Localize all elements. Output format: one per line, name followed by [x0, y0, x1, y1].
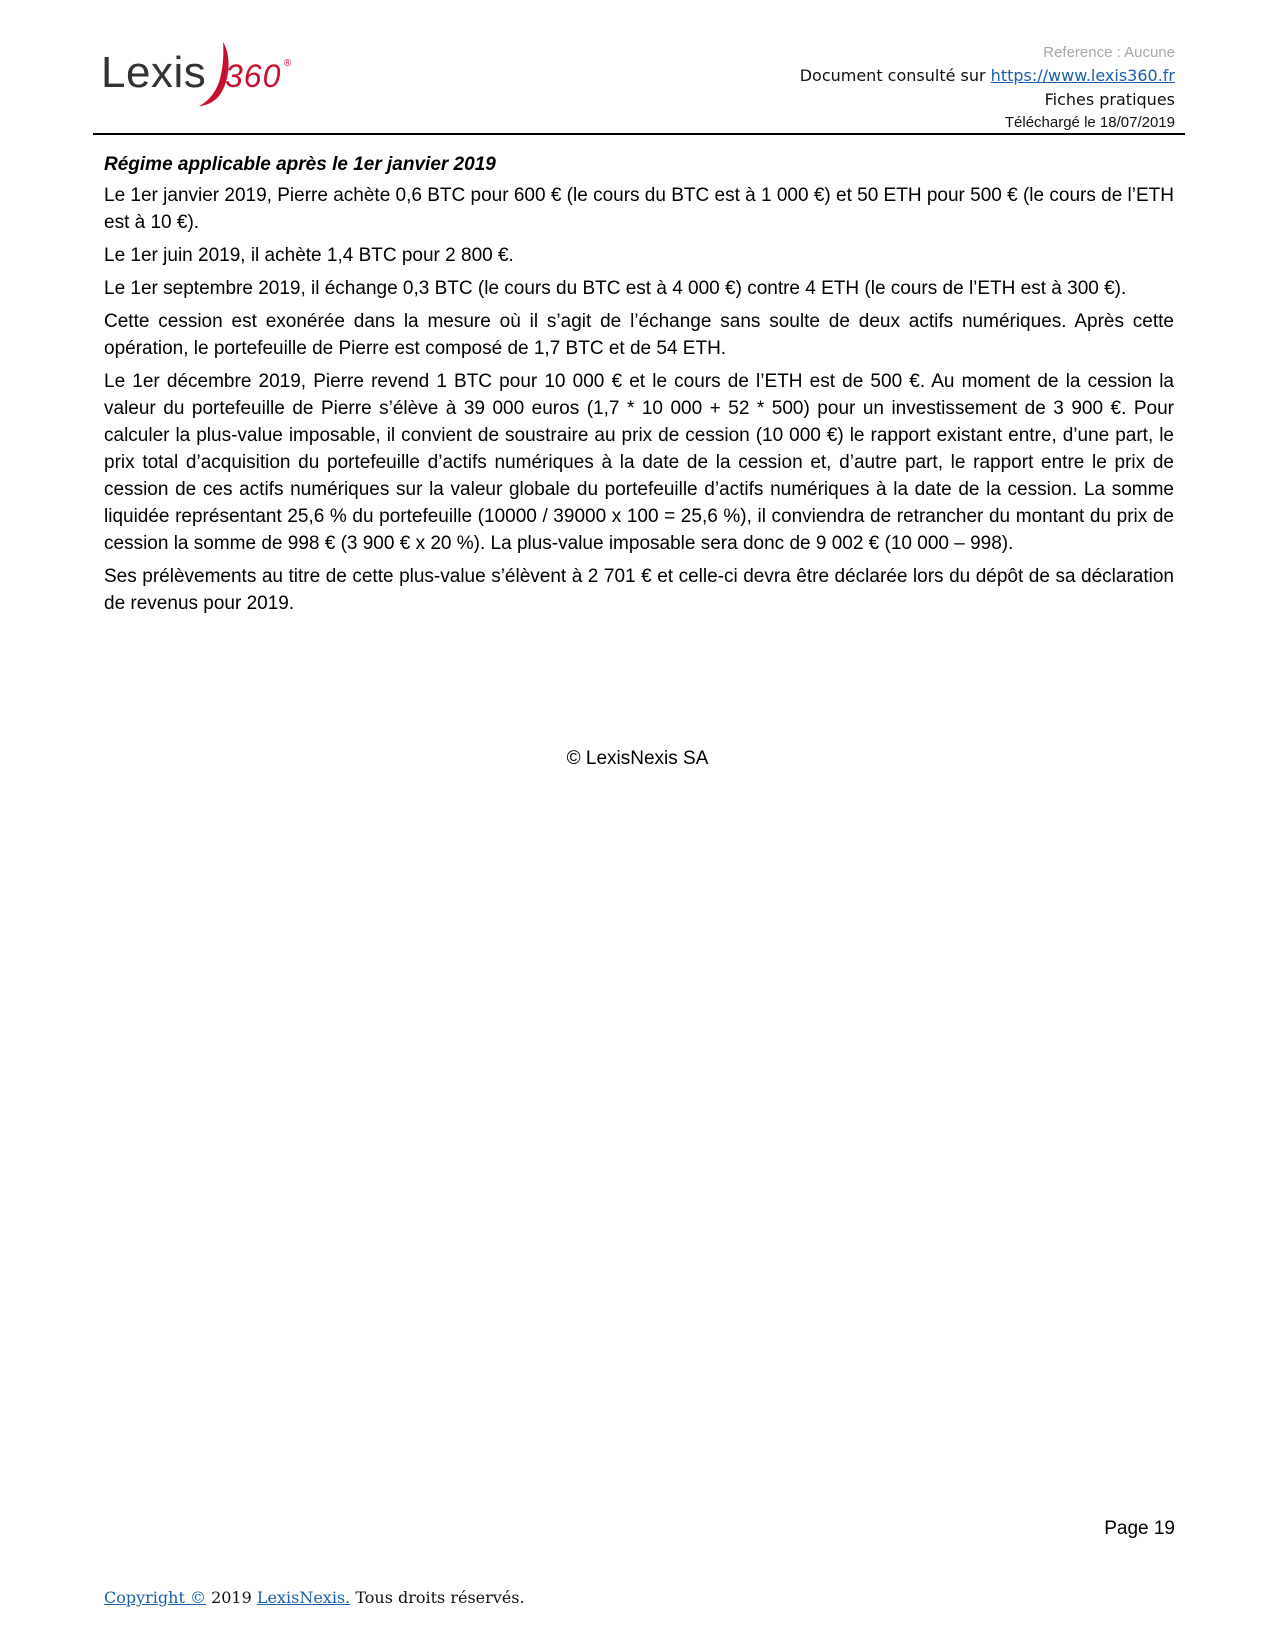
category-label: Fiches pratiques	[1044, 90, 1175, 109]
paragraph: Le 1er décembre 2019, Pierre revend 1 BTC pour 10 000 € et le cours de l’ETH est de 500 €. Au moment de la cession la valeur du portefeuille de Pierre s’élève à 39 000 euros (1,7 * 10 000 + 52 * 500) pour un investissement de 3 900 €. Pour calculer la plus-value imposable, il convient de soustraire au prix de cession (10 000 €) le rapport existant entre, d’une part, le prix total d’acquisition du portefeuille d’actifs numériques à la date de la cession et, d’autre part, le rapport entre le prix de cession de ces actifs numériques sur la valeur globale du portefeuille d’actifs numériques à la date de la cession. La somme liquidée représentant 25,6 % du portefeuille (10000 / 39000 x 100 = 25,6 %), il conviendra de retrancher du montant du prix de cession la somme de 998 € (3 900 € x 20 %). La plus-value imposable sera donc de 9 002 € (10 000 – 998).	[104, 371, 1174, 554]
copyright-notice: © LexisNexis SA	[566, 748, 709, 769]
lexis360-link[interactable]: https://www.lexis360.fr	[990, 66, 1175, 85]
document-body	[104, 151, 1174, 623]
header-divider	[93, 133, 1185, 135]
document-source-prefix: Document consulté sur	[799, 66, 991, 85]
footer-rights: Tous droits réservés.	[350, 1588, 525, 1607]
copyright-link[interactable]: Copyright ©	[104, 1588, 206, 1607]
lexis360-logo	[101, 40, 301, 108]
paragraph: Le 1er janvier 2019, Pierre achète 0,6 BTC pour 600 € (le cours du BTC est à 1 000 €) et 50 ETH pour 500 € (le cours de l’ETH est à 10 €).	[104, 185, 1174, 233]
section-title: Régime applicable après le 1er janvier 2019	[104, 154, 496, 175]
paragraph: Le 1er septembre 2019, il échange 0,3 BTC (le cours du BTC est à 4 000 €) contre 4 ETH (le cours de l’ETH est à 300 €).	[104, 278, 1127, 299]
logo-registered-mark: ®	[284, 58, 292, 69]
footer	[104, 1588, 525, 1607]
paragraph: Cette cession est exonérée dans la mesure où il s’agit de l’échange sans soulte de deux actifs numériques. Après cette opération, le portefeuille de Pierre est composé de 1,7 BTC et de 54 ETH.	[104, 311, 1174, 359]
download-date: Téléchargé le 18/07/2019	[1004, 114, 1175, 131]
paragraph: Le 1er juin 2019, il achète 1,4 BTC pour 2 800 €.	[104, 245, 514, 266]
logo-number: 360	[225, 58, 282, 94]
logo-wordmark: Lexis	[101, 48, 207, 97]
paragraph: Ses prélèvements au titre de cette plus-value s’élèvent à 2 701 € et celle-ci devra être déclarée lors du dépôt de sa déclaration de revenus pour 2019.	[104, 566, 1174, 614]
reference-label: Reference : Aucune	[1043, 44, 1175, 61]
page-number: Page 19	[1104, 1518, 1175, 1539]
footer-year: 2019	[205, 1588, 257, 1607]
document-source-line	[800, 66, 1175, 85]
lexisnexis-link[interactable]: LexisNexis.	[256, 1588, 351, 1607]
